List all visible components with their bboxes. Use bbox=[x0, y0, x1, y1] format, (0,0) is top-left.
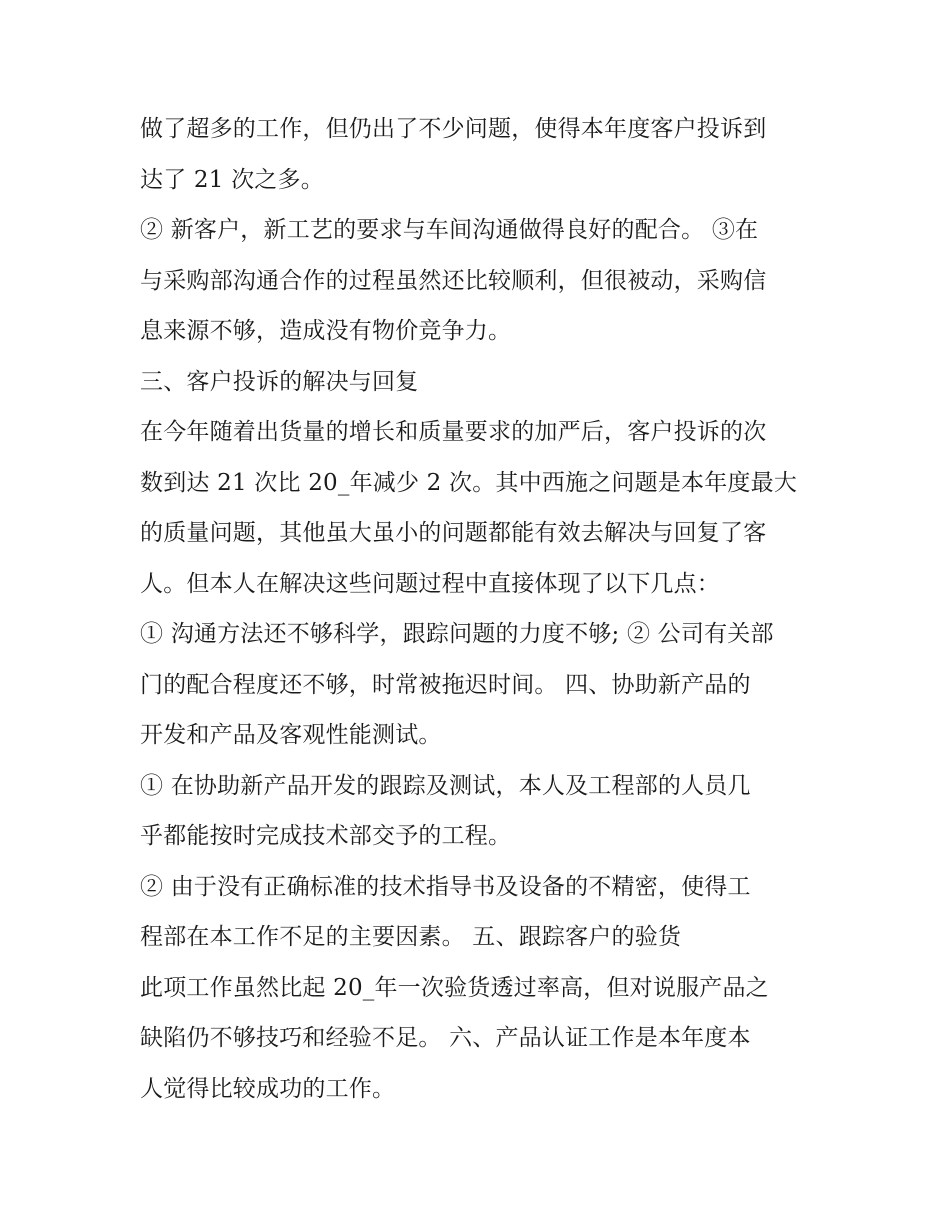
section-heading: 三、客户投诉的解决与回复 bbox=[140, 368, 419, 395]
text-line: 在今年随着出货量的增长和质量要求的加严后，客户投诉的次 bbox=[140, 419, 767, 445]
text-line: 人。但本人在解决这些问题过程中直接体现了以下几点： bbox=[140, 570, 720, 597]
text-line: 息来源不够，造成没有物价竞争力。 bbox=[140, 318, 512, 344]
text-line: ① 在协助新产品开发的跟踪及测试，本人及工程部的人员几 bbox=[140, 772, 751, 799]
text-line: 缺陷仍不够技巧和经验不足。 六、产品认证工作是本年度本 bbox=[140, 1025, 751, 1051]
text-line: 门的配合程度还不够，时常被拖迟时间。 四、协助新产品的 bbox=[140, 671, 751, 698]
text-line: 乎都能按时完成技术部交予的工程。 bbox=[140, 823, 512, 849]
text-line: 与采购部沟通合作的过程虽然还比较顺利，但很被动，采购信 bbox=[140, 267, 767, 294]
text-line: ② 由于没有正确标准的技术指导书及设备的不精密，使得工 bbox=[140, 873, 751, 900]
text-line: 达了 21 次之多。 bbox=[140, 166, 324, 193]
text-line: 此项工作虽然比起 20_年一次验货透过率高，但对说服产品之 bbox=[140, 974, 769, 1001]
text-line: 的质量问题，其他虽大虽小的问题都能有效去解决与回复了客 bbox=[140, 520, 767, 546]
text-line: 人觉得比较成功的工作。 bbox=[140, 1075, 396, 1102]
text-line: 做了超多的工作，但仍出了不少问题，使得本年度客户投诉到 bbox=[140, 116, 767, 142]
text-line: ② 新客户，新工艺的要求与车间沟通做得良好的配合。 ③在 bbox=[140, 217, 759, 243]
text-line: ① 沟通方法还不够科学，跟踪问题的力度不够; ② 公司有关部 bbox=[140, 621, 774, 647]
text-line: 开发和产品及客观性能测试。 bbox=[140, 722, 442, 748]
text-line: 程部在本工作不足的主要因素。 五、跟踪客户的验货 bbox=[140, 924, 682, 950]
document-body bbox=[140, 104, 820, 1114]
text-line: 数到达 21 次比 20_年减少 2 次。其中西施之问题是本年度最大 bbox=[140, 469, 798, 496]
